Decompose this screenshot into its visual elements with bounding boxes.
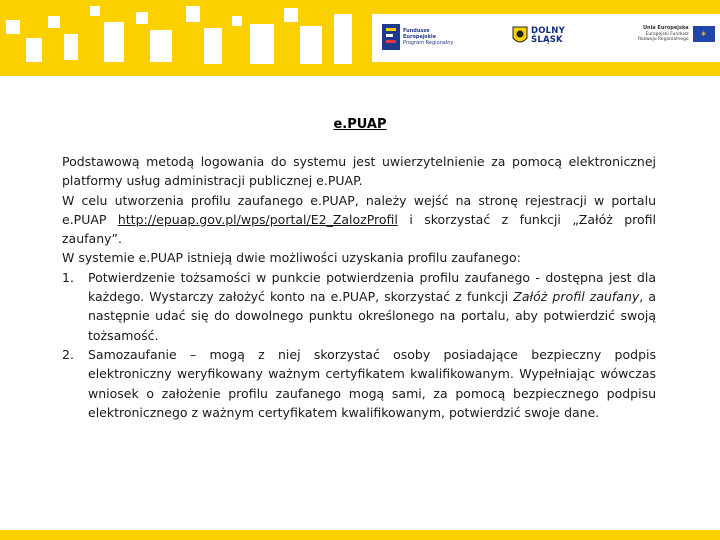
decor-square <box>300 26 322 64</box>
paragraph-options: W systemie e.PUAP istnieją dwie możliwości uzyskania profilu zaufanego: <box>62 250 521 266</box>
decor-square <box>104 22 124 62</box>
epuap-registration-link[interactable]: http://epuap.gov.pl/wps/portal/E2_ZalozProfil <box>117 211 398 227</box>
logo-dolny-slask <box>512 26 565 46</box>
decor-square <box>232 16 242 26</box>
decor-square <box>136 12 148 24</box>
fundusze-line-3: Program Regionalny <box>403 40 454 46</box>
paragraph-intro: Podstawową metodą logowania do systemu jest uwierzytelnienie za pomocą elektronicznej platformy usług administracji publicznej e.PUAP. <box>62 154 656 189</box>
decor-square <box>204 28 222 64</box>
fundusze-line-2: Europejskie <box>403 34 436 40</box>
header-banner <box>0 0 720 76</box>
decor-square <box>64 34 78 60</box>
paragraph-registration <box>62 191 656 249</box>
dolny-slask-line-1: DOLNY <box>531 26 565 36</box>
fundusze-emblem-icon <box>382 24 400 50</box>
list-number: 2. <box>62 346 74 362</box>
logo-fundusze-europejskie <box>382 24 453 50</box>
ue-line-2: Europejski Fundusz <box>645 31 689 37</box>
list-number: 1. <box>62 269 74 285</box>
document-body <box>62 152 656 422</box>
list-item <box>62 345 656 422</box>
item-2-text: Samozaufanie – mogą z niej skorzystać osoby posiadające bezpieczny podpis elektroniczny weryfikowany ważnym certyfikatem kwalifikowanym. Wypełniając wówczas wniosek o założenie profilu zaufanego mogą sami, za pomocą bezpiecznego podpisu elektronicznego z ważnym certyfikatem kwalifikowanym, potwierdzić swoje dane. <box>88 346 656 420</box>
registration-text-before: W celu utworzenia profilu zaufanego e.PUAP, należy wejść na stronę rejestracji w portalu e.PUAP <box>62 192 656 227</box>
eagle-crest-icon <box>512 26 528 46</box>
logo-strip <box>372 14 720 62</box>
options-list <box>62 268 656 422</box>
decor-square <box>186 6 200 22</box>
dolny-slask-line-2: ŚLĄSK <box>531 35 563 45</box>
item-1-italic: Załóż profil zaufany <box>513 289 640 305</box>
list-item <box>62 268 656 345</box>
eu-flag-icon: ✶ <box>693 26 715 42</box>
decor-square <box>150 30 172 62</box>
logo-unia-europejska <box>638 26 715 43</box>
ue-line-3: Rozwoju Regionalnego <box>638 37 689 42</box>
decor-square <box>284 8 298 22</box>
footer-bar <box>0 530 720 540</box>
item-1-text-after: , a następnie udać się do dowolnego punktu określonego na portalu, aby potwierdzić swoją tożsamość. <box>88 289 656 343</box>
fundusze-line-1: Fundusze <box>403 28 430 34</box>
item-1-text-before: Potwierdzenie tożsamości w punkcie potwierdzenia profilu zaufanego - dostępna jest dla każdego. Wystarczy założyć konto na e.PUAP, skorzystać z funkcji <box>88 269 656 305</box>
decor-square <box>6 20 20 34</box>
page-title: e.PUAP <box>333 117 387 132</box>
decor-square <box>334 14 352 64</box>
decor-square <box>48 16 60 28</box>
decor-square <box>26 38 42 62</box>
registration-text-after: i skorzystać z funkcji „Załóż profil zaufany”. <box>62 211 656 247</box>
decor-square <box>90 6 100 16</box>
decor-square <box>250 24 274 64</box>
ue-line-1: Unia Europejska <box>642 25 689 31</box>
